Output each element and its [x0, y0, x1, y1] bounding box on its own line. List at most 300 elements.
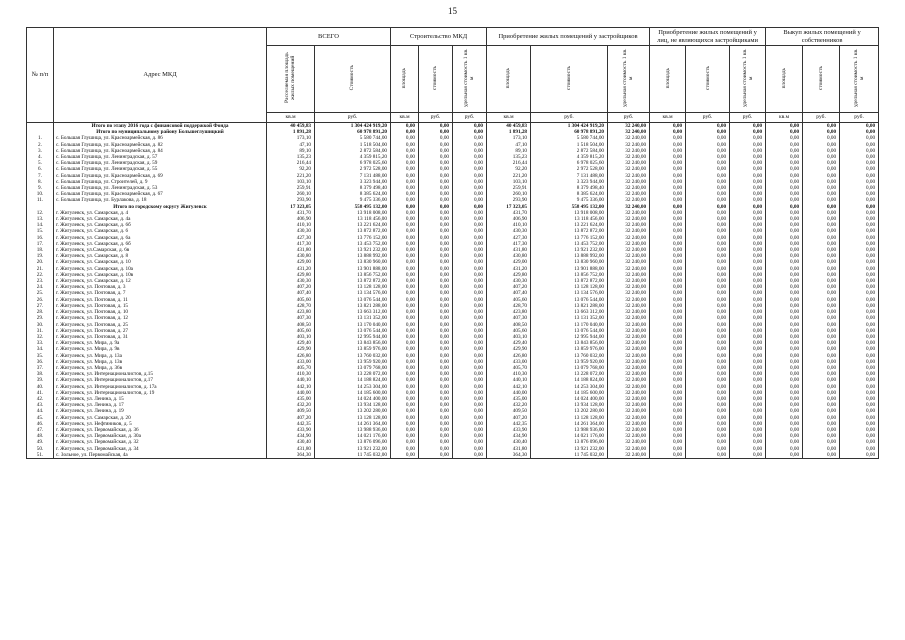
- value-cell: 0,00: [419, 415, 453, 421]
- value-cell: 430,80: [487, 253, 531, 259]
- value-cell: 0,00: [419, 160, 453, 166]
- value-cell: 0,00: [686, 328, 730, 334]
- value-cell: 32 240,00: [608, 284, 650, 290]
- value-cell: 32 240,00: [608, 259, 650, 265]
- value-cell: 429,40: [487, 340, 531, 346]
- row-number: 42.: [27, 396, 54, 402]
- value-cell: 0,00: [766, 384, 803, 390]
- value-cell: 4 359 815,20: [315, 154, 391, 160]
- col-num-header: № п/п: [27, 28, 54, 123]
- value-cell: 0,00: [803, 421, 840, 427]
- value-cell: 0,00: [766, 259, 803, 265]
- value-cell: 13 901 888,00: [531, 266, 608, 272]
- value-cell: 0,00: [730, 446, 766, 452]
- value-cell: 0,00: [766, 359, 803, 365]
- value-cell: 434,90: [267, 433, 315, 439]
- row-number: 46.: [27, 421, 54, 427]
- value-cell: 0,00: [686, 204, 730, 210]
- row-number: 49.: [27, 439, 54, 445]
- value-cell: 13 079 768,00: [315, 365, 391, 371]
- value-cell: 32 240,00: [608, 222, 650, 228]
- value-cell: 13 988 936,00: [531, 427, 608, 433]
- value-cell: 0,00: [391, 135, 419, 141]
- value-cell: 0,00: [766, 439, 803, 445]
- value-cell: 0,00: [391, 384, 419, 390]
- value-cell: 0,00: [419, 408, 453, 414]
- address-cell: г. Жигулевск, ул. Почтовая, д. 31: [54, 334, 267, 340]
- value-cell: 13 876 096,00: [531, 439, 608, 445]
- value-cell: 32 240,00: [608, 123, 650, 130]
- address-cell: г. Жигулевск, ул. Первомайская, д. 32: [54, 439, 267, 445]
- value-cell: 431,80: [487, 446, 531, 452]
- value-cell: 430,30: [487, 278, 531, 284]
- value-cell: 0,00: [730, 216, 766, 222]
- value-cell: 432,20: [487, 402, 531, 408]
- value-cell: 0,00: [391, 309, 419, 315]
- value-cell: 0,00: [419, 427, 453, 433]
- value-cell: 0,00: [419, 204, 453, 210]
- value-cell: 0,00: [840, 235, 879, 241]
- value-cell: 430,40: [487, 439, 531, 445]
- value-cell: 32 240,00: [608, 204, 650, 210]
- value-cell: 442,10: [487, 384, 531, 390]
- value-cell: 0,00: [650, 322, 686, 328]
- subheader-cost: стоимость: [803, 46, 840, 113]
- value-cell: 6 978 025,60: [315, 160, 391, 166]
- value-cell: 0,00: [686, 322, 730, 328]
- value-cell: 0,00: [391, 402, 419, 408]
- value-cell: 0,00: [730, 322, 766, 328]
- value-cell: 0,00: [650, 396, 686, 402]
- value-cell: 0,00: [803, 408, 840, 414]
- value-cell: 0,00: [730, 346, 766, 352]
- value-cell: 410,30: [267, 371, 315, 377]
- value-cell: 0,00: [840, 415, 879, 421]
- value-cell: 0,00: [391, 408, 419, 414]
- row-number: 41.: [27, 390, 54, 396]
- value-cell: 0,00: [840, 204, 879, 210]
- value-cell: 0,00: [766, 173, 803, 179]
- value-cell: 13 663 312,00: [315, 309, 391, 315]
- value-cell: 429,00: [487, 259, 531, 265]
- value-cell: 0,00: [803, 452, 840, 459]
- value-cell: 0,00: [803, 390, 840, 396]
- address-cell: с. Большая Глушица, ул. Красноармейская, д. 86: [54, 135, 267, 141]
- value-cell: 428,70: [267, 303, 315, 309]
- value-cell: 0,00: [840, 272, 879, 278]
- value-cell: 13 202 280,00: [315, 408, 391, 414]
- value-cell: 0,00: [686, 210, 730, 216]
- value-cell: 0,00: [453, 408, 487, 414]
- value-cell: 0,00: [453, 439, 487, 445]
- address-cell: с. Большая Глушица, ул. Красноармейская, д. 67: [54, 191, 267, 197]
- value-cell: 32 240,00: [608, 266, 650, 272]
- value-cell: 32 240,00: [608, 148, 650, 154]
- value-cell: 32 240,00: [608, 328, 650, 334]
- value-cell: 405,60: [267, 328, 315, 334]
- value-cell: 32 240,00: [608, 179, 650, 185]
- value-cell: 0,00: [686, 266, 730, 272]
- value-cell: 0,00: [840, 173, 879, 179]
- unit-label: руб.: [840, 113, 879, 123]
- address-cell: г. Жигулевск, ул. Интернационалистов, д. 17а: [54, 384, 267, 390]
- value-cell: 0,00: [686, 222, 730, 228]
- value-cell: 0,00: [766, 377, 803, 383]
- value-cell: 17 323,05: [267, 204, 315, 210]
- value-cell: 432,20: [267, 402, 315, 408]
- value-cell: 13 959 920,00: [315, 359, 391, 365]
- address-cell: г. Жигулевск, ул. Мира, д. 9а: [54, 340, 267, 346]
- value-cell: 0,00: [453, 228, 487, 234]
- value-cell: 0,00: [766, 148, 803, 154]
- value-cell: 0,00: [453, 353, 487, 359]
- value-cell: 0,00: [453, 166, 487, 172]
- value-cell: 13 921 232,00: [531, 446, 608, 452]
- value-cell: 0,00: [686, 160, 730, 166]
- row-number: 13.: [27, 216, 54, 222]
- value-cell: 0,00: [840, 371, 879, 377]
- value-cell: 0,00: [650, 359, 686, 365]
- value-cell: 0,00: [391, 235, 419, 241]
- value-cell: 32 240,00: [608, 365, 650, 371]
- value-cell: 0,00: [650, 334, 686, 340]
- value-cell: 0,00: [766, 191, 803, 197]
- value-cell: 0,00: [391, 334, 419, 340]
- value-cell: 0,00: [730, 148, 766, 154]
- value-cell: 0,00: [391, 439, 419, 445]
- value-cell: 40 459,83: [267, 123, 315, 130]
- value-cell: 32 240,00: [608, 421, 650, 427]
- row-number: 31.: [27, 328, 54, 334]
- value-cell: 32 240,00: [608, 371, 650, 377]
- value-cell: 0,00: [453, 278, 487, 284]
- value-cell: 13 202 280,00: [531, 408, 608, 414]
- value-cell: 0,00: [803, 204, 840, 210]
- value-cell: 405,60: [487, 328, 531, 334]
- value-cell: 0,00: [686, 123, 730, 130]
- value-cell: 0,00: [766, 427, 803, 433]
- value-cell: 0,00: [419, 272, 453, 278]
- value-cell: 0,00: [840, 452, 879, 459]
- value-cell: 216,44: [487, 160, 531, 166]
- value-cell: 0,00: [803, 129, 840, 135]
- value-cell: 431,70: [487, 210, 531, 216]
- value-cell: 32 240,00: [608, 452, 650, 459]
- value-cell: 92,20: [267, 166, 315, 172]
- value-cell: 0,00: [391, 359, 419, 365]
- value-cell: 0,00: [766, 222, 803, 228]
- value-cell: 40 459,83: [487, 123, 531, 130]
- address-cell: г. Жигулевск, ул. Ленина, д. 17: [54, 402, 267, 408]
- value-cell: 0,00: [686, 353, 730, 359]
- address-cell: г. Жигулевск, ул. Самарская, д. 12: [54, 278, 267, 284]
- value-cell: 426,80: [267, 353, 315, 359]
- value-cell: 407,20: [487, 415, 531, 421]
- row-number: 33.: [27, 340, 54, 346]
- value-cell: 13 872 872,00: [531, 228, 608, 234]
- value-cell: 0,00: [840, 241, 879, 247]
- value-cell: 0,00: [650, 402, 686, 408]
- value-cell: 431,20: [267, 266, 315, 272]
- value-cell: 0,00: [840, 135, 879, 141]
- value-cell: 0,00: [419, 334, 453, 340]
- table-row: [27, 452, 879, 459]
- value-cell: 0,00: [391, 259, 419, 265]
- value-cell: 0,00: [650, 309, 686, 315]
- value-cell: 13 843 856,00: [531, 340, 608, 346]
- value-cell: 0,00: [803, 142, 840, 148]
- value-cell: 0,00: [391, 340, 419, 346]
- value-cell: 32 240,00: [608, 166, 650, 172]
- value-cell: 293,90: [267, 197, 315, 203]
- value-cell: 0,00: [840, 297, 879, 303]
- row-number: 27.: [27, 303, 54, 309]
- value-cell: 0,00: [686, 427, 730, 433]
- address-cell: г. Жигулевск, ул. Первомайская, д. 30а: [54, 433, 267, 439]
- value-cell: 14 253 304,00: [531, 384, 608, 390]
- value-cell: 8 379 498,40: [531, 185, 608, 191]
- value-cell: 0,00: [803, 228, 840, 234]
- value-cell: 0,00: [419, 421, 453, 427]
- address-cell: г. Жигулевск, ул. Нефтяников, д. 5: [54, 421, 267, 427]
- value-cell: 0,00: [840, 340, 879, 346]
- value-cell: 0,00: [803, 322, 840, 328]
- value-cell: 0,00: [650, 340, 686, 346]
- value-cell: 0,00: [730, 142, 766, 148]
- value-cell: 0,00: [730, 204, 766, 210]
- value-cell: 32 240,00: [608, 142, 650, 148]
- value-cell: 0,00: [686, 284, 730, 290]
- value-cell: 0,00: [650, 377, 686, 383]
- value-cell: 0,00: [766, 303, 803, 309]
- value-cell: 558 495 132,00: [531, 204, 608, 210]
- value-cell: 0,00: [686, 309, 730, 315]
- value-cell: 13 859 976,00: [531, 346, 608, 352]
- value-cell: 0,00: [803, 259, 840, 265]
- value-cell: 32 240,00: [608, 297, 650, 303]
- value-cell: 0,00: [453, 197, 487, 203]
- value-cell: 0,00: [840, 210, 879, 216]
- address-cell: с. Большая Глушица, ул. Красноармейская, д. 69: [54, 173, 267, 179]
- value-cell: 0,00: [391, 129, 419, 135]
- value-cell: 0,00: [391, 173, 419, 179]
- value-cell: 0,00: [391, 278, 419, 284]
- row-number: 51.: [27, 452, 54, 459]
- row-number: 20.: [27, 259, 54, 265]
- value-cell: 0,00: [686, 303, 730, 309]
- address-cell: г. Жигулевск, ул. Самарская, д. 6б: [54, 222, 267, 228]
- value-cell: 0,00: [840, 303, 879, 309]
- value-cell: 440,00: [487, 390, 531, 396]
- value-cell: 0,00: [650, 297, 686, 303]
- value-cell: 0,00: [803, 272, 840, 278]
- row-number: 1.: [27, 135, 54, 141]
- value-cell: 433,90: [267, 427, 315, 433]
- row-number: 40.: [27, 384, 54, 390]
- value-cell: 7 131 488,00: [315, 173, 391, 179]
- row-number: 17.: [27, 241, 54, 247]
- value-cell: 0,00: [391, 328, 419, 334]
- row-number: 12.: [27, 210, 54, 216]
- value-cell: 0,00: [766, 334, 803, 340]
- row-number: 48.: [27, 433, 54, 439]
- value-cell: 0,00: [453, 359, 487, 365]
- value-cell: 364,30: [487, 452, 531, 459]
- value-cell: 0,00: [686, 197, 730, 203]
- value-cell: 14 185 600,00: [531, 390, 608, 396]
- unit-label: руб.: [686, 113, 730, 123]
- value-cell: 0,00: [766, 309, 803, 315]
- row-number: 6.: [27, 166, 54, 172]
- value-cell: 0,00: [453, 303, 487, 309]
- value-cell: 13 221 624,00: [531, 222, 608, 228]
- value-cell: 0,00: [419, 390, 453, 396]
- value-cell: 0,00: [453, 433, 487, 439]
- value-cell: 405,60: [487, 297, 531, 303]
- value-cell: 407,20: [267, 284, 315, 290]
- value-cell: 435,00: [267, 396, 315, 402]
- value-cell: 0,00: [419, 179, 453, 185]
- value-cell: 0,00: [803, 166, 840, 172]
- total-label: Итого по городскому округу Жигулевск: [54, 204, 267, 210]
- value-cell: 0,00: [686, 315, 730, 321]
- value-cell: 0,00: [419, 185, 453, 191]
- value-cell: 0,00: [453, 334, 487, 340]
- unit-label: кв.м: [766, 113, 803, 123]
- value-cell: 0,00: [391, 452, 419, 459]
- subheader-cost: стоимость: [531, 46, 608, 113]
- value-cell: 0,00: [391, 185, 419, 191]
- value-cell: 13 170 040,00: [531, 322, 608, 328]
- value-cell: 403,10: [487, 334, 531, 340]
- value-cell: 0,00: [686, 166, 730, 172]
- value-cell: 0,00: [453, 340, 487, 346]
- address-cell: г. Жигулевск, ул. Интернационалистов, д. 19: [54, 390, 267, 396]
- group-header-buyout: Выкуп жилых помещений у собственников: [766, 28, 879, 46]
- value-cell: 0,00: [803, 433, 840, 439]
- address-cell: с. Большая Глушица, ул. Строителей, д. 9: [54, 179, 267, 185]
- value-cell: 0,00: [730, 402, 766, 408]
- value-cell: 0,00: [730, 433, 766, 439]
- value-cell: 0,00: [686, 142, 730, 148]
- value-cell: 8 385 624,00: [315, 191, 391, 197]
- address-cell: г. Жигулевск, ул. Самарская, д. 20: [54, 415, 267, 421]
- value-cell: 440,10: [267, 377, 315, 383]
- value-cell: 0,00: [840, 309, 879, 315]
- value-cell: 0,00: [803, 402, 840, 408]
- value-cell: 14 253 304,00: [315, 384, 391, 390]
- value-cell: 0,00: [453, 160, 487, 166]
- value-cell: 417,30: [267, 241, 315, 247]
- value-cell: 0,00: [840, 328, 879, 334]
- address-cell: г. Жигулевск, ул. Самарская, д. 10: [54, 259, 267, 265]
- value-cell: 0,00: [391, 179, 419, 185]
- value-cell: 442,35: [267, 421, 315, 427]
- value-cell: 0,00: [840, 346, 879, 352]
- value-cell: 0,00: [391, 446, 419, 452]
- value-cell: 0,00: [453, 377, 487, 383]
- value-cell: 0,00: [803, 148, 840, 154]
- value-cell: 13 921 232,00: [315, 247, 391, 253]
- address-cell: г. Жигулевск, ул. Почтовая, д. 10: [54, 309, 267, 315]
- value-cell: 0,00: [803, 297, 840, 303]
- value-cell: 13 776 152,00: [531, 235, 608, 241]
- value-cell: 0,00: [766, 408, 803, 414]
- value-cell: 0,00: [730, 278, 766, 284]
- value-cell: 32 240,00: [608, 309, 650, 315]
- value-cell: 293,90: [487, 197, 531, 203]
- group-header-total: ВСЕГО: [267, 28, 391, 46]
- subheader-cost: стоимость: [686, 46, 730, 113]
- value-cell: 0,00: [766, 297, 803, 303]
- value-cell: 405,70: [487, 365, 531, 371]
- value-cell: 0,00: [650, 427, 686, 433]
- value-cell: 8 385 624,00: [531, 191, 608, 197]
- value-cell: 260,10: [487, 191, 531, 197]
- value-cell: 13 663 312,00: [531, 309, 608, 315]
- unit-label: руб.: [608, 113, 650, 123]
- value-cell: 0,00: [686, 439, 730, 445]
- unit-label: руб.: [419, 113, 453, 123]
- value-cell: 0,00: [686, 179, 730, 185]
- row-number: 8.: [27, 179, 54, 185]
- value-cell: 0,00: [419, 166, 453, 172]
- value-cell: 32 240,00: [608, 173, 650, 179]
- value-cell: 0,00: [686, 191, 730, 197]
- value-cell: 409,50: [487, 408, 531, 414]
- value-cell: 0,00: [803, 303, 840, 309]
- value-cell: 47,10: [487, 142, 531, 148]
- value-cell: 0,00: [803, 154, 840, 160]
- value-cell: 0,00: [453, 266, 487, 272]
- value-cell: 0,00: [803, 216, 840, 222]
- row-number: 2.: [27, 142, 54, 148]
- value-cell: 0,00: [803, 309, 840, 315]
- address-cell: г. Жигулевск, ул. Первомайская, д. 36: [54, 427, 267, 433]
- value-cell: 0,00: [650, 154, 686, 160]
- value-cell: 442,10: [267, 384, 315, 390]
- value-cell: 0,00: [419, 346, 453, 352]
- address-cell: с. Большая Глушица, ул. Красноармейская, д. 82: [54, 142, 267, 148]
- value-cell: 0,00: [686, 371, 730, 377]
- value-cell: 0,00: [730, 135, 766, 141]
- value-cell: 0,00: [840, 433, 879, 439]
- value-cell: 0,00: [803, 415, 840, 421]
- value-cell: 0,00: [766, 284, 803, 290]
- value-cell: 442,35: [487, 421, 531, 427]
- address-cell: г. Жигулевск, ул. Самарская, д. 8: [54, 253, 267, 259]
- value-cell: 0,00: [419, 303, 453, 309]
- value-cell: 0,00: [840, 284, 879, 290]
- value-cell: 0,00: [650, 315, 686, 321]
- value-cell: 14 021 176,00: [315, 433, 391, 439]
- value-cell: 0,00: [650, 259, 686, 265]
- value-cell: 32 240,00: [608, 322, 650, 328]
- value-cell: 0,00: [650, 353, 686, 359]
- value-cell: 0,00: [391, 160, 419, 166]
- subheader-unit-cost: удельная стоимость 1 кв. м: [453, 46, 487, 113]
- value-cell: 0,00: [730, 241, 766, 247]
- address-cell: г. Жигулевск, ул. Самарская, д. 4: [54, 210, 267, 216]
- unit-label: кв.м: [391, 113, 419, 123]
- value-cell: 0,00: [730, 123, 766, 130]
- value-cell: 13 830 960,00: [531, 259, 608, 265]
- value-cell: 0,00: [650, 179, 686, 185]
- value-cell: 32 240,00: [608, 135, 650, 141]
- value-cell: 0,00: [730, 173, 766, 179]
- value-cell: 13 453 752,00: [531, 241, 608, 247]
- value-cell: 11 745 032,00: [531, 452, 608, 459]
